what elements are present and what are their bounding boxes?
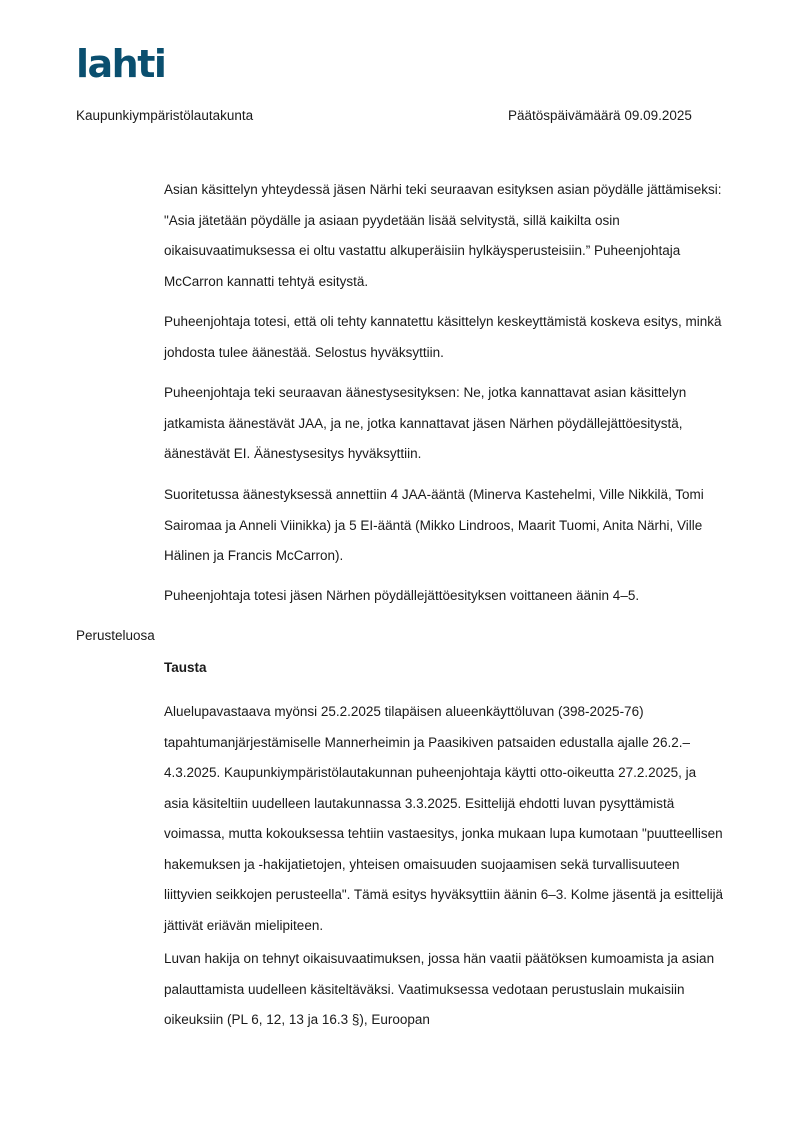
- section-label: Perusteluosa: [76, 628, 155, 643]
- paragraph-appeal: Luvan hakija on tehnyt oikaisuvaatimuksen, jossa hän vaatii päätöksen kumoamista ja asian palauttamista uudelleen käsiteltäväksi. Vaatimuksessa vedotaan perustuslain mukaisiin oikeuksiin (PL 6, 12, 13 ja 16.3 §), Euroopan: [164, 951, 715, 1027]
- paragraph-vote-outcome: Puheenjohtaja totesi jäsen Närhen pöydällejättöesityksen voittaneen äänin 4–5.: [164, 588, 640, 603]
- paragraph-motion: Asian käsittelyn yhteydessä jäsen Närhi teki seuraavan esityksen asian pöydälle jättämiseksi: "Asia jätetään pöydälle ja asiaan pyydetään lisää selvitystä, sillä kaikilta osin oikaisuvaatimuksessa ei oltu vastattu alkuperäisiin hylkäysperusteisiin.” Puheenjohtaja McCarron kannatti tehtyä esitystä.: [164, 182, 722, 289]
- lahti-logo: lahti: [76, 42, 166, 86]
- paragraph-vote-proposal: Puheenjohtaja teki seuraavan äänestysesityksen: Ne, jotka kannattavat asian käsittelyn jatkamista äänestävät JAA, ja ne, jotka kannattavat jäsen Närhen pöydällejättöesitystä, äänestävät EI. Äänestysesitys hyväksyttiin.: [164, 385, 687, 461]
- decision-date: Päätöspäivämäärä 09.09.2025: [508, 108, 692, 123]
- paragraph-background: Aluelupavastaava myönsi 25.2.2025 tilapäisen alueenkäyttöluvan (398-2025-76) tapahtumanjärjestämiselle Mannerheimin ja Paasikiven patsaiden edustalla ajalle 26.2.–4.3.2025. Kaupunkiympäristölautakunnan puheenjohtaja käytti otto-oikeutta 27.2.2025, ja asia käsiteltiin uudelleen lautakunnassa 3.3.2025. Esittelijä ehdotti luvan pysyttämistä voimassa, mutta kokouksessa tehtiin vastaesitys, jonka mukaan lupa kumotaan "puutteellisen hakemuksen ja -hakijatietojen, yhteisen omaisuuden suojaamisen sekä turvallisuuteen liittyvien seikkojen perusteella". Tämä esitys hyväksyttiin äänin 6–3. Kolme jäsentä ja esittelijä jättivät eriävän mielipiteen.: [164, 704, 724, 933]
- committee-name: Kaupunkiympäristölautakunta: [76, 108, 254, 123]
- paragraph-vote-required: Puheenjohtaja totesi, että oli tehty kannatettu käsittelyn keskeyttämistä koskeva esitys, minkä johdosta tulee äänestää. Selostus hyväksyttiin.: [164, 314, 722, 360]
- subheading-background: Tausta: [164, 660, 207, 675]
- paragraph-vote-result: Suoritetussa äänestyksessä annettiin 4 JAA-ääntä (Minerva Kastehelmi, Ville Nikkilä, Tomi Sairomaa ja Anneli Viinikka) ja 5 EI-ääntä (Mikko Lindroos, Maarit Tuomi, Anita Närhi, Ville Hälinen ja Francis McCarron).: [164, 487, 704, 563]
